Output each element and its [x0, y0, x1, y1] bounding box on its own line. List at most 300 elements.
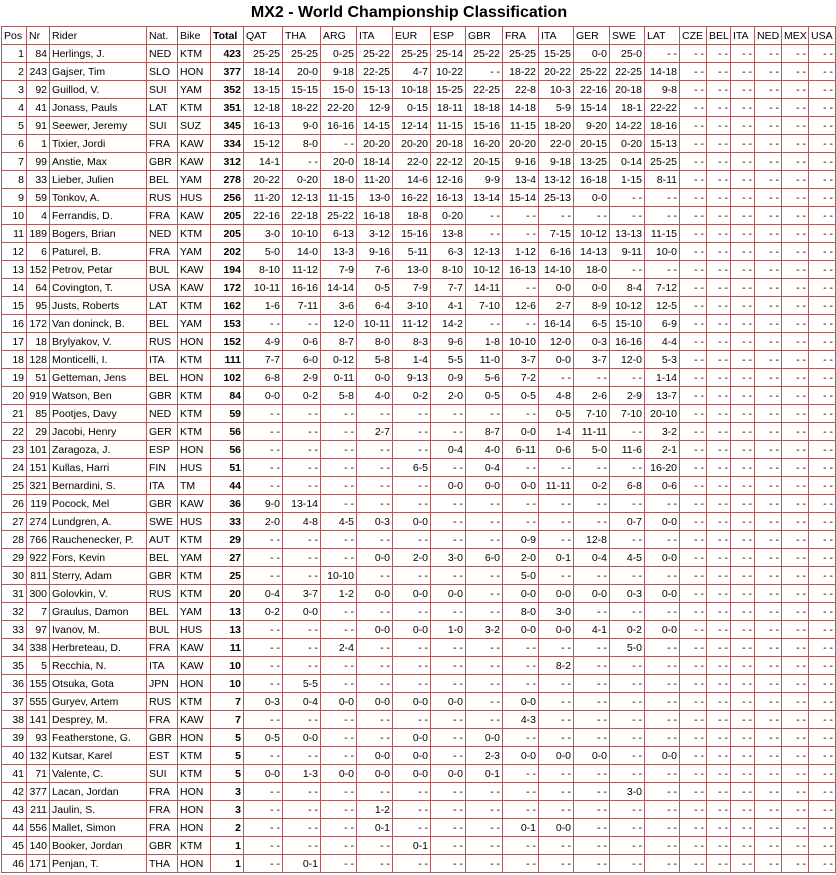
cell-ita-3: - - [731, 675, 755, 693]
cell-usa: - - [809, 63, 836, 81]
table-row [2, 135, 836, 153]
cell-ger: 18-0 [574, 261, 610, 279]
table-row [2, 297, 836, 315]
classification-table [1, 26, 836, 873]
cell-bel: - - [707, 567, 731, 585]
cell-bike: YAM [178, 171, 211, 189]
cell-nat: BEL [147, 315, 178, 333]
cell-cze: - - [680, 441, 707, 459]
cell-nat: FIN [147, 459, 178, 477]
cell-tha: 15-15 [283, 81, 321, 99]
cell-ger: 0-4 [574, 549, 610, 567]
cell-total: 13 [211, 603, 244, 621]
cell-nat: EST [147, 747, 178, 765]
cell-usa: - - [809, 477, 836, 495]
cell-total: 351 [211, 99, 244, 117]
cell-ger: - - [574, 711, 610, 729]
cell-arg: 1-2 [321, 585, 357, 603]
cell-ita-1: - - [357, 783, 393, 801]
cell-mex: - - [782, 495, 809, 513]
cell-rider: Graulus, Damon [50, 603, 147, 621]
cell-lat: - - [645, 765, 680, 783]
cell-bike: YAM [178, 81, 211, 99]
cell-ita-1: 25-22 [357, 45, 393, 63]
table-row [2, 693, 836, 711]
cell-ita-1: 0-0 [357, 693, 393, 711]
cell-eur: - - [393, 531, 431, 549]
cell-esp: - - [431, 639, 466, 657]
cell-qat: 13-15 [244, 81, 283, 99]
column-header-arg: ARG [321, 27, 357, 45]
cell-total: 27 [211, 549, 244, 567]
cell-cze: - - [680, 729, 707, 747]
column-header-total: Total [211, 27, 244, 45]
cell-ita-1: 0-0 [357, 621, 393, 639]
cell-eur: 11-12 [393, 315, 431, 333]
cell-arg: - - [321, 135, 357, 153]
cell-ger: - - [574, 207, 610, 225]
cell-ned: - - [755, 369, 782, 387]
cell-tha: - - [283, 819, 321, 837]
cell-swe: - - [610, 459, 645, 477]
cell-usa: - - [809, 315, 836, 333]
cell-usa: - - [809, 801, 836, 819]
cell-eur: - - [393, 783, 431, 801]
column-header-swe: SWE [610, 27, 645, 45]
cell-ita-3: - - [731, 549, 755, 567]
cell-esp: 4-1 [431, 297, 466, 315]
cell-eur: 8-3 [393, 333, 431, 351]
cell-fra: 6-11 [503, 441, 539, 459]
cell-ned: - - [755, 801, 782, 819]
cell-lat: - - [645, 567, 680, 585]
cell-ita-2: - - [539, 711, 574, 729]
cell-nat: BEL [147, 603, 178, 621]
cell-nr: 5 [27, 657, 50, 675]
cell-ger: - - [574, 459, 610, 477]
cell-cze: - - [680, 333, 707, 351]
cell-bel: - - [707, 765, 731, 783]
cell-bel: - - [707, 819, 731, 837]
cell-tha: 0-0 [283, 603, 321, 621]
cell-bike: HON [178, 855, 211, 873]
cell-ger: - - [574, 837, 610, 855]
cell-ita-3: - - [731, 765, 755, 783]
cell-arg: 8-7 [321, 333, 357, 351]
cell-ita-3: - - [731, 171, 755, 189]
cell-qat: 12-18 [244, 99, 283, 117]
cell-tha: - - [283, 657, 321, 675]
cell-pos: 40 [2, 747, 27, 765]
cell-eur: 0-0 [393, 693, 431, 711]
cell-ita-3: - - [731, 747, 755, 765]
cell-ger: 13-25 [574, 153, 610, 171]
cell-total: 25 [211, 567, 244, 585]
cell-cze: - - [680, 747, 707, 765]
cell-ita-2: - - [539, 567, 574, 585]
table-row [2, 729, 836, 747]
cell-cze: - - [680, 657, 707, 675]
cell-qat: - - [244, 567, 283, 585]
cell-ita-3: - - [731, 387, 755, 405]
cell-ned: - - [755, 639, 782, 657]
cell-nr: 29 [27, 423, 50, 441]
cell-ita-3: - - [731, 495, 755, 513]
column-header-ger: GER [574, 27, 610, 45]
cell-eur: 3-10 [393, 297, 431, 315]
cell-lat: 25-25 [645, 153, 680, 171]
cell-esp: 0-20 [431, 207, 466, 225]
cell-ita-2: 0-0 [539, 351, 574, 369]
cell-nr: 189 [27, 225, 50, 243]
cell-esp: 15-25 [431, 81, 466, 99]
cell-tha: 6-0 [283, 351, 321, 369]
cell-bike: KTM [178, 225, 211, 243]
cell-ita-2: 7-15 [539, 225, 574, 243]
table-row [2, 819, 836, 837]
cell-ita-2: - - [539, 783, 574, 801]
cell-nat: FRA [147, 243, 178, 261]
cell-ita-1: 2-7 [357, 423, 393, 441]
cell-bike: KTM [178, 423, 211, 441]
cell-mex: - - [782, 135, 809, 153]
cell-ger: 15-14 [574, 99, 610, 117]
cell-arg: 6-13 [321, 225, 357, 243]
cell-ita-1: 14-15 [357, 117, 393, 135]
cell-usa: - - [809, 441, 836, 459]
cell-eur: 9-13 [393, 369, 431, 387]
cell-nr: 766 [27, 531, 50, 549]
cell-lat: - - [645, 657, 680, 675]
cell-tha: - - [283, 747, 321, 765]
cell-ger: 0-0 [574, 45, 610, 63]
cell-ita-1: 16-18 [357, 207, 393, 225]
cell-rider: Lundgren, A. [50, 513, 147, 531]
cell-lat: - - [645, 603, 680, 621]
cell-esp: 18-11 [431, 99, 466, 117]
cell-swe: 0-2 [610, 621, 645, 639]
cell-bel: - - [707, 369, 731, 387]
cell-rider: Anstie, Max [50, 153, 147, 171]
cell-tha: 3-7 [283, 585, 321, 603]
cell-bike: KAW [178, 639, 211, 657]
cell-pos: 13 [2, 261, 27, 279]
cell-ned: - - [755, 351, 782, 369]
cell-cze: - - [680, 603, 707, 621]
cell-gbr: 5-6 [466, 369, 503, 387]
cell-usa: - - [809, 171, 836, 189]
cell-swe: 0-20 [610, 135, 645, 153]
cell-ita-2: 15-25 [539, 45, 574, 63]
cell-lat: 20-10 [645, 405, 680, 423]
cell-nr: 172 [27, 315, 50, 333]
cell-ned: - - [755, 495, 782, 513]
cell-nat: RUS [147, 333, 178, 351]
cell-nat: ESP [147, 441, 178, 459]
cell-bike: HUS [178, 621, 211, 639]
cell-eur: - - [393, 855, 431, 873]
cell-swe: - - [610, 855, 645, 873]
cell-gbr: - - [466, 603, 503, 621]
cell-ned: - - [755, 603, 782, 621]
cell-esp: 9-6 [431, 333, 466, 351]
cell-eur: 20-20 [393, 135, 431, 153]
cell-usa: - - [809, 729, 836, 747]
cell-nat: FRA [147, 639, 178, 657]
cell-pos: 43 [2, 801, 27, 819]
table-row [2, 207, 836, 225]
cell-eur: - - [393, 567, 431, 585]
table-row [2, 261, 836, 279]
cell-rider: Pootjes, Davy [50, 405, 147, 423]
cell-fra: 7-2 [503, 369, 539, 387]
cell-cze: - - [680, 513, 707, 531]
cell-usa: - - [809, 639, 836, 657]
cell-cze: - - [680, 495, 707, 513]
cell-ita-1: 0-3 [357, 513, 393, 531]
cell-fra: - - [503, 513, 539, 531]
cell-cze: - - [680, 477, 707, 495]
cell-pos: 27 [2, 513, 27, 531]
cell-rider: Bogers, Brian [50, 225, 147, 243]
cell-ita-2: 0-0 [539, 819, 574, 837]
cell-gbr: - - [466, 513, 503, 531]
cell-ita-3: - - [731, 801, 755, 819]
cell-mex: - - [782, 189, 809, 207]
cell-bike: KTM [178, 99, 211, 117]
cell-ned: - - [755, 45, 782, 63]
cell-arg: - - [321, 477, 357, 495]
cell-usa: - - [809, 261, 836, 279]
cell-mex: - - [782, 333, 809, 351]
table-row [2, 657, 836, 675]
cell-rider: Kullas, Harri [50, 459, 147, 477]
cell-swe: 8-4 [610, 279, 645, 297]
column-header-lat: LAT [645, 27, 680, 45]
cell-gbr: 22-25 [466, 81, 503, 99]
cell-eur: - - [393, 477, 431, 495]
column-header-tha: THA [283, 27, 321, 45]
cell-swe: 22-25 [610, 63, 645, 81]
cell-bike: KTM [178, 693, 211, 711]
cell-mex: - - [782, 567, 809, 585]
cell-fra: - - [503, 207, 539, 225]
column-header-ned: NED [755, 27, 782, 45]
cell-swe: - - [610, 531, 645, 549]
cell-pos: 12 [2, 243, 27, 261]
cell-ita-1: - - [357, 477, 393, 495]
table-row [2, 63, 836, 81]
cell-swe: 25-0 [610, 45, 645, 63]
cell-ger: - - [574, 693, 610, 711]
table-row [2, 765, 836, 783]
cell-fra: 8-0 [503, 603, 539, 621]
cell-arg: 10-10 [321, 567, 357, 585]
cell-rider: Brylyakov, V. [50, 333, 147, 351]
cell-ita-2: - - [539, 513, 574, 531]
cell-bike: KAW [178, 153, 211, 171]
cell-usa: - - [809, 585, 836, 603]
cell-ger: - - [574, 369, 610, 387]
cell-swe: - - [610, 261, 645, 279]
cell-rider: Golovkin, V. [50, 585, 147, 603]
cell-total: 345 [211, 117, 244, 135]
cell-ita-2: - - [539, 765, 574, 783]
cell-ita-2: 0-6 [539, 441, 574, 459]
cell-ned: - - [755, 333, 782, 351]
cell-pos: 44 [2, 819, 27, 837]
cell-gbr: - - [466, 783, 503, 801]
cell-eur: 22-0 [393, 153, 431, 171]
cell-esp: 16-13 [431, 189, 466, 207]
cell-ger: 6-5 [574, 315, 610, 333]
cell-esp: 8-10 [431, 261, 466, 279]
cell-bike: KTM [178, 765, 211, 783]
cell-ita-1: - - [357, 441, 393, 459]
cell-tha: 0-4 [283, 693, 321, 711]
cell-fra: 16-13 [503, 261, 539, 279]
cell-tha: 11-12 [283, 261, 321, 279]
cell-total: 11 [211, 639, 244, 657]
cell-gbr: 6-0 [466, 549, 503, 567]
cell-nr: 93 [27, 729, 50, 747]
cell-total: 205 [211, 225, 244, 243]
cell-ger: 11-11 [574, 423, 610, 441]
cell-ita-1: - - [357, 531, 393, 549]
cell-lat: 0-6 [645, 477, 680, 495]
cell-total: 172 [211, 279, 244, 297]
cell-ned: - - [755, 621, 782, 639]
table-body [2, 45, 836, 873]
cell-ger: - - [574, 657, 610, 675]
cell-arg: 3-6 [321, 297, 357, 315]
cell-usa: - - [809, 657, 836, 675]
cell-qat: 0-0 [244, 387, 283, 405]
cell-nat: GBR [147, 495, 178, 513]
cell-tha: 4-8 [283, 513, 321, 531]
cell-nat: FRA [147, 801, 178, 819]
cell-ita-3: - - [731, 567, 755, 585]
cell-lat: - - [645, 261, 680, 279]
cell-rider: Herbreteau, D. [50, 639, 147, 657]
cell-pos: 34 [2, 639, 27, 657]
cell-rider: Gajser, Tim [50, 63, 147, 81]
cell-pos: 18 [2, 351, 27, 369]
cell-fra: 20-20 [503, 135, 539, 153]
cell-ita-3: - - [731, 513, 755, 531]
cell-eur: 0-2 [393, 387, 431, 405]
cell-swe: - - [610, 657, 645, 675]
cell-fra: 0-9 [503, 531, 539, 549]
cell-mex: - - [782, 405, 809, 423]
cell-qat: - - [244, 315, 283, 333]
cell-total: 51 [211, 459, 244, 477]
cell-nat: GBR [147, 729, 178, 747]
cell-lat: - - [645, 819, 680, 837]
cell-fra: 13-4 [503, 171, 539, 189]
cell-nat: SUI [147, 765, 178, 783]
cell-ita-3: - - [731, 405, 755, 423]
cell-ita-3: - - [731, 855, 755, 873]
cell-esp: 0-9 [431, 369, 466, 387]
cell-nat: LAT [147, 297, 178, 315]
cell-bel: - - [707, 405, 731, 423]
cell-ita-3: - - [731, 603, 755, 621]
cell-esp: - - [431, 423, 466, 441]
cell-nr: 338 [27, 639, 50, 657]
cell-eur: 2-0 [393, 549, 431, 567]
cell-bel: - - [707, 423, 731, 441]
cell-nr: 101 [27, 441, 50, 459]
cell-cze: - - [680, 549, 707, 567]
cell-eur: 6-5 [393, 459, 431, 477]
cell-lat: 0-0 [645, 747, 680, 765]
cell-total: 10 [211, 675, 244, 693]
table-row [2, 153, 836, 171]
cell-bike: YAM [178, 243, 211, 261]
cell-swe: 0-14 [610, 153, 645, 171]
cell-lat: 2-1 [645, 441, 680, 459]
cell-total: 44 [211, 477, 244, 495]
cell-gbr: 0-5 [466, 387, 503, 405]
cell-bel: - - [707, 45, 731, 63]
cell-usa: - - [809, 765, 836, 783]
cell-qat: 8-10 [244, 261, 283, 279]
cell-gbr: 4-0 [466, 441, 503, 459]
cell-fra: 4-3 [503, 711, 539, 729]
cell-bike: KTM [178, 531, 211, 549]
cell-usa: - - [809, 567, 836, 585]
cell-ita-1: 11-20 [357, 171, 393, 189]
cell-arg: 0-25 [321, 45, 357, 63]
cell-lat: - - [645, 45, 680, 63]
cell-gbr: - - [466, 567, 503, 585]
cell-nr: 141 [27, 711, 50, 729]
cell-cze: - - [680, 801, 707, 819]
cell-arg: - - [321, 747, 357, 765]
cell-gbr: - - [466, 657, 503, 675]
cell-usa: - - [809, 81, 836, 99]
cell-fra: 0-0 [503, 693, 539, 711]
cell-cze: - - [680, 315, 707, 333]
cell-ned: - - [755, 135, 782, 153]
cell-mex: - - [782, 45, 809, 63]
cell-esp: 0-0 [431, 765, 466, 783]
cell-nat: SUI [147, 117, 178, 135]
cell-mex: - - [782, 783, 809, 801]
cell-bike: TM [178, 477, 211, 495]
cell-bel: - - [707, 477, 731, 495]
cell-cze: - - [680, 189, 707, 207]
cell-tha: 2-9 [283, 369, 321, 387]
cell-mex: - - [782, 423, 809, 441]
cell-cze: - - [680, 693, 707, 711]
cell-nr: 274 [27, 513, 50, 531]
cell-arg: 2-4 [321, 639, 357, 657]
cell-tha: - - [283, 315, 321, 333]
cell-lat: - - [645, 693, 680, 711]
cell-pos: 4 [2, 99, 27, 117]
cell-fra: 15-14 [503, 189, 539, 207]
cell-cze: - - [680, 351, 707, 369]
cell-tha: 5-5 [283, 675, 321, 693]
cell-bike: KAW [178, 495, 211, 513]
cell-usa: - - [809, 423, 836, 441]
cell-usa: - - [809, 603, 836, 621]
cell-esp: - - [431, 459, 466, 477]
cell-arg: - - [321, 459, 357, 477]
cell-ita-3: - - [731, 459, 755, 477]
